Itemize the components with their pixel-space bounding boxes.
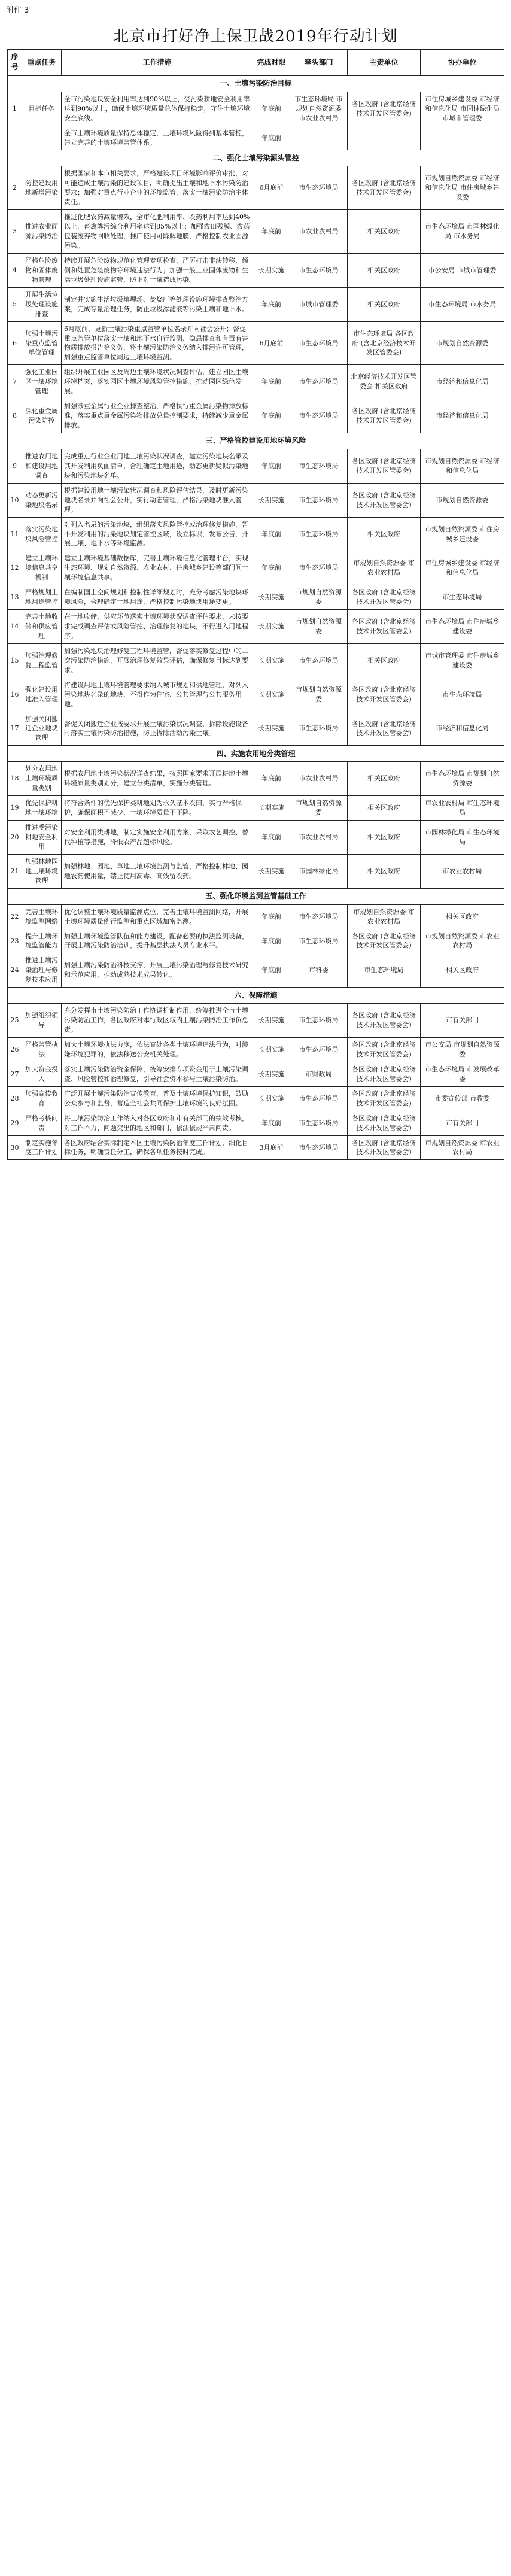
cell-content: 推进化肥农药减量增效，全市化肥利用率、农药利用率达到40%以上，畜禽粪污综合利用率达到85%以上；加强农田残膜、农药包装废弃物回收处理，推广使用可降解地膜，严格控制农业面源污染。 — [62, 210, 253, 254]
cell-assist: 市经济和信息化局 — [421, 399, 504, 433]
cell-content: 加强土壤环境监管队伍和能力建设，配备必要的执法监测设备，开展土壤污染防治培训，提升基层执法人员专业水平。 — [62, 929, 253, 953]
cell-assist: 市有关部门 — [421, 1111, 504, 1135]
cell-no: 7 — [8, 365, 22, 399]
cell-lead: 市生态环境局 — [290, 712, 348, 746]
cell-lead: 市生态环境局 — [290, 166, 348, 210]
table-body — [8, 75, 504, 1160]
cell-time: 长期实施 — [253, 610, 290, 644]
section-header-row — [8, 75, 504, 92]
cell-no: 30 — [8, 1135, 22, 1160]
cell-assist: 市生态环境局 市发展改革委 — [421, 1062, 504, 1086]
cell-time: 6月底前 — [253, 321, 290, 365]
cell-task: 严格监管执法 — [22, 1038, 62, 1062]
cell-assist: 市规划自然资源委 市农业农村局 — [421, 1135, 504, 1160]
cell-lead: 市生态环境局 — [290, 1086, 348, 1111]
cell-lead: 市规划自然资源委 — [290, 610, 348, 644]
cell-main: 各区政府 (含北京经济技术开发区管委会) — [348, 92, 421, 126]
section-title: 六、保障措施 — [8, 988, 504, 1004]
header-content: 工作措施 — [62, 50, 253, 76]
cell-lead: 市规划自然资源委 — [290, 585, 348, 610]
cell-no: 26 — [8, 1038, 22, 1062]
cell-time: 长期实施 — [253, 483, 290, 517]
cell-no: 9 — [8, 449, 22, 483]
cell-assist: 市园林绿化局 市生态环境局 — [421, 821, 504, 855]
table-row — [8, 904, 504, 929]
cell-assist: 市生态环境局 市园林绿化局 市水务局 — [421, 210, 504, 254]
cell-assist: 市生态环境局 — [421, 585, 504, 610]
cell-lead: 市财政局 — [290, 1062, 348, 1086]
cell-assist: 市生态环境局 市规划自然资源委 — [421, 762, 504, 796]
cell-time: 年底前 — [253, 953, 290, 988]
cell-assist: 市规划自然资源委 — [421, 483, 504, 517]
table-row — [8, 551, 504, 585]
cell-main: 市生态环境局 各区政府 (含北京经济技术开发区管委会) — [348, 321, 421, 365]
table-row — [8, 92, 504, 126]
table-row — [8, 517, 504, 551]
cell-lead: 市生态环境局 — [290, 551, 348, 585]
cell-content: 建立土壤环境基础数据库，完善土壤环境信息化管理平台，实现生态环境、规划自然资源、农业农村、住房城乡建设等部门间土壤环境信息共享。 — [62, 551, 253, 585]
table-row — [8, 1135, 504, 1160]
table-row — [8, 585, 504, 610]
cell-time: 年底前 — [253, 126, 290, 150]
section-header-row — [8, 433, 504, 449]
cell-main: 相关区政府 — [348, 854, 421, 888]
cell-content: 加强林地、园地、草地土壤环境监测与监管，严格控制林地、园地农药使用量，禁止使用高毒、高残留农药。 — [62, 854, 253, 888]
cell-main: 各区政府 (含北京经济技术开发区管委会) — [348, 449, 421, 483]
cell-no: 24 — [8, 953, 22, 988]
cell-main: 各区政府 (含北京经济技术开发区管委会) — [348, 929, 421, 953]
cell-no: 2 — [8, 166, 22, 210]
cell-lead: 市规划自然资源委 — [290, 678, 348, 712]
cell-content: 组织开展工业园区及周边土壤环境状况调查评估，建立园区土壤环境档案，落实园区土壤环境风险管控措施，推动园区绿色发展。 — [62, 365, 253, 399]
cell-assist: 市住房城乡建设委 市经济和信息化局 市园林绿化局 市城市管理委 — [421, 92, 504, 126]
table-row — [8, 365, 504, 399]
cell-main: 相关区政府 — [348, 210, 421, 254]
cell-time: 长期实施 — [253, 678, 290, 712]
cell-main: 市规划自然资源委 市农业农村局 — [348, 551, 421, 585]
cell-no: 20 — [8, 821, 22, 855]
cell-no: 3 — [8, 210, 22, 254]
cell-time: 长期实施 — [253, 796, 290, 821]
cell-no: 4 — [8, 253, 22, 287]
cell-task: 开展生活垃圾处理设施排查 — [22, 287, 62, 321]
cell-no: 27 — [8, 1062, 22, 1086]
header-no: 序号 — [8, 50, 22, 76]
cell-main: 各区政府 (含北京经济技术开发区管委会) — [348, 610, 421, 644]
cell-lead: 市生态环境局 — [290, 253, 348, 287]
cell-content: 在编制国土空间规划和控制性详细规划时，充分考虑污染地块环境风险，合理确定土地用途，严格控制污染地块用途变更。 — [62, 585, 253, 610]
section-header-row — [8, 746, 504, 762]
header-task: 重点任务 — [22, 50, 62, 76]
cell-no: 18 — [8, 762, 22, 796]
cell-no: 19 — [8, 796, 22, 821]
cell-task: 防控建设用地新增污染 — [22, 166, 62, 210]
table-row — [8, 929, 504, 953]
table-row — [8, 796, 504, 821]
cell-no: 5 — [8, 287, 22, 321]
cell-time: 年底前 — [253, 287, 290, 321]
section-title: 五、强化环境监测监管基础工作 — [8, 888, 504, 904]
cell-main: 相关区政府 — [348, 821, 421, 855]
cell-assist: 市公安局 市城市管理委 — [421, 253, 504, 287]
cell-main: 相关区政府 — [348, 643, 421, 678]
cell-lead: 市生态环境局 — [290, 1135, 348, 1160]
cell-content: 6月底前，更新土壤污染重点监管单位名录并向社会公开；督促重点监管单位落实土壤和地下水自行监测、隐患排查和有毒有害物质排放报告等义务，将土壤污染防治义务纳入排污许可管理，加强重点监管单位周边土壤环境监测。 — [62, 321, 253, 365]
cell-task: 强化工业园区土壤环境管理 — [22, 365, 62, 399]
cell-content: 根据国家和本市相关要求，严格建设项目环境影响评价审批，对可能造成土壤污染的建设项目，明确提出土壤和地下水污染防治要求；加强对重点行业企业的环境监管，落实土壤污染防治主体责任。 — [62, 166, 253, 210]
cell-lead: 市规划自然资源委 — [290, 796, 348, 821]
section-title: 四、实施农用地分类管理 — [8, 746, 504, 762]
cell-main: 各区政府 (含北京经济技术开发区管委会) — [348, 585, 421, 610]
table-row — [8, 1111, 504, 1135]
cell-task: 深化重金属污染防控 — [22, 399, 62, 433]
table-row — [8, 762, 504, 796]
table-row — [8, 821, 504, 855]
cell-assist: 市生态环境局 市水务局 — [421, 287, 504, 321]
cell-no: 13 — [8, 585, 22, 610]
cell-content: 督促关闭搬迁企业按要求开展土壤污染状况调查，拆除设施设备时落实土壤污染防治措施，防止拆除活动污染土壤。 — [62, 712, 253, 746]
cell-main: 各区政府 (含北京经济技术开发区管委会) — [348, 712, 421, 746]
cell-task: 严格规划土地用途管控 — [22, 585, 62, 610]
cell-task: 严格考核问责 — [22, 1111, 62, 1135]
cell-time: 长期实施 — [253, 585, 290, 610]
cell-assist: 相关区政府 — [421, 904, 504, 929]
cell-assist: 市经济和信息化局 — [421, 712, 504, 746]
cell-time: 年底前 — [253, 904, 290, 929]
cell-assist: 相关区政府 — [421, 953, 504, 988]
cell-time: 长期实施 — [253, 1086, 290, 1111]
cell-time: 长期实施 — [253, 253, 290, 287]
section-title: 一、土壤污染防治目标 — [8, 75, 504, 92]
cell-time: 年底前 — [253, 92, 290, 126]
table-header-row — [8, 50, 504, 76]
cell-content: 广泛开展土壤污染防治宣传教育，普及土壤环境保护知识，鼓励公众参与和监督，营造全社会共同保护土壤环境的良好氛围。 — [62, 1086, 253, 1111]
cell-no — [8, 126, 22, 150]
cell-lead: 市城市管理委 — [290, 287, 348, 321]
cell-lead: 市生态环境局 — [290, 1038, 348, 1062]
table-row — [8, 1086, 504, 1111]
cell-lead: 市生态环境局 — [290, 449, 348, 483]
cell-main: 各区政府 (含北京经济技术开发区管委会) — [348, 1111, 421, 1135]
cell-content: 加强土壤污染防治科技支撑，开展土壤污染治理与修复技术研究和示范应用，推动成熟技术成果转化。 — [62, 953, 253, 988]
cell-no: 15 — [8, 643, 22, 678]
cell-main: 市生态环境局 — [348, 953, 421, 988]
cell-lead: 市生态环境局 — [290, 904, 348, 929]
cell-task: 优先保护耕地土壤环境 — [22, 796, 62, 821]
cell-main: 相关区政府 — [348, 287, 421, 321]
cell-content: 落实土壤污染防治资金保障，统筹安排专项资金用于土壤污染调查、风险管控和治理修复，引导社会资本参与土壤污染防治。 — [62, 1062, 253, 1086]
cell-task: 建立土壤环境信息共享机制 — [22, 551, 62, 585]
cell-lead: 市园林绿化局 — [290, 854, 348, 888]
cell-content: 在土地收储、供应环节落实土壤环境状况调查评估要求，未按要求完成调查评估或风险管控、治理修复的地块，不得进入用地程序。 — [62, 610, 253, 644]
table-row — [8, 483, 504, 517]
header-assist: 协办单位 — [421, 50, 504, 76]
cell-no: 8 — [8, 399, 22, 433]
cell-task: 提升土壤环境监管能力 — [22, 929, 62, 953]
cell-lead: 市生态环境局 — [290, 643, 348, 678]
cell-main: 相关区政府 — [348, 762, 421, 796]
cell-content: 加强涉重金属行业企业排查整治，严格执行重金属污染物排放标准，落实重点重金属污染物排放总量控制要求，持续减少重金属排放。 — [62, 399, 253, 433]
cell-lead: 市生态环境局 — [290, 483, 348, 517]
header-time: 完成时限 — [253, 50, 290, 76]
cell-no: 10 — [8, 483, 22, 517]
cell-content: 将建设用地土壤环境管理要求纳入城市规划和供地管理，对列入污染地块名录的地块，不得作为住宅、公共管理与公共服务用地。 — [62, 678, 253, 712]
cell-task: 加强治理修复工程监管 — [22, 643, 62, 678]
cell-no: 22 — [8, 904, 22, 929]
cell-time: 长期实施 — [253, 712, 290, 746]
table-row — [8, 643, 504, 678]
action-plan-table — [7, 49, 504, 1160]
cell-time: 年底前 — [253, 929, 290, 953]
cell-content: 根据农用地土壤污染状况详查结果，按照国家要求开展耕地土壤环境质量类别划分，建立分类清单，实施分类管理。 — [62, 762, 253, 796]
cell-task: 制定实施年度工作计划 — [22, 1135, 62, 1160]
cell-time: 年底前 — [253, 449, 290, 483]
cell-main: 各区政府 (含北京经济技术开发区管委会) — [348, 166, 421, 210]
table-row — [8, 610, 504, 644]
table-row — [8, 712, 504, 746]
cell-task: 落实污染地块风险管控 — [22, 517, 62, 551]
cell-time: 长期实施 — [253, 1038, 290, 1062]
table-row — [8, 126, 504, 150]
cell-main: 各区政府 (含北京经济技术开发区管委会) — [348, 1038, 421, 1062]
document-title: 北京市打好净土保卫战2019年行动计划 — [113, 28, 398, 45]
section-title: 二、强化土壤污染源头管控 — [8, 150, 504, 166]
cell-content: 加大土壤环境执法力度，依法查处各类土壤环境违法行为，对涉嫌环境犯罪的，依法移送公安机关处理。 — [62, 1038, 253, 1062]
cell-main: 各区政府 (含北京经济技术开发区管委会) — [348, 483, 421, 517]
table-row — [8, 678, 504, 712]
cell-no: 21 — [8, 854, 22, 888]
cell-main — [348, 126, 421, 150]
cell-assist: 市公安局 市规划自然资源委 — [421, 1038, 504, 1062]
cell-assist: 市规划自然资源委 市住房城乡建设委 — [421, 517, 504, 551]
cell-time: 年底前 — [253, 517, 290, 551]
cell-assist: 市农业农村局 — [421, 854, 504, 888]
cell-assist: 市生态环境局 — [421, 678, 504, 712]
cell-content: 将土壤污染防治工作纳入对各区政府和市有关部门的绩效考核，对工作不力、问题突出的地区和部门，依法依规严肃问责。 — [62, 1111, 253, 1135]
cell-content: 优化调整土壤环境质量监测点位，完善土壤环境监测网络，开展土壤环境质量例行监测和重点区域加密监测。 — [62, 904, 253, 929]
cell-time: 年底前 — [253, 1111, 290, 1135]
cell-no: 14 — [8, 610, 22, 644]
cell-time: 年底前 — [253, 821, 290, 855]
cell-task: 推进农业面源污染防治 — [22, 210, 62, 254]
header-lead: 牵头部门 — [290, 50, 348, 76]
cell-assist: 市规划自然资源委 市农业农村局 — [421, 929, 504, 953]
cell-time: 6月底前 — [253, 166, 290, 210]
cell-no: 16 — [8, 678, 22, 712]
cell-no: 23 — [8, 929, 22, 953]
cell-lead: 市农业农村局 — [290, 762, 348, 796]
cell-assist: 市委宣传部 市教委 — [421, 1086, 504, 1111]
cell-time: 长期实施 — [253, 643, 290, 678]
table-row — [8, 210, 504, 254]
cell-time: 3月底前 — [253, 1135, 290, 1160]
cell-task: 加强组织领导 — [22, 1004, 62, 1038]
cell-time: 长期实施 — [253, 1004, 290, 1038]
cell-main: 相关区政府 — [348, 517, 421, 551]
table-row — [8, 287, 504, 321]
cell-content: 全市污染地块安全利用率达到90%以上，受污染耕地安全利用率达到90%以上，确保土壤环境质量总体保持稳定，守住土壤环境安全底线。 — [62, 92, 253, 126]
cell-time: 年底前 — [253, 365, 290, 399]
table-row — [8, 953, 504, 988]
cell-lead: 市生态环境局 — [290, 321, 348, 365]
cell-no: 11 — [8, 517, 22, 551]
cell-lead: 市农业农村局 — [290, 821, 348, 855]
cell-main: 各区政府 (含北京经济技术开发区管委会) — [348, 678, 421, 712]
cell-time: 年底前 — [253, 762, 290, 796]
cell-no: 28 — [8, 1086, 22, 1111]
cell-time: 长期实施 — [253, 1062, 290, 1086]
cell-content: 各区政府结合实际制定本区土壤污染防治年度工作计划，细化目标任务，明确责任分工，确保各项任务按时完成。 — [62, 1135, 253, 1160]
cell-task: 加强关闭搬迁企业地块管理 — [22, 712, 62, 746]
cell-task: 加强林地园地土壤环境管理 — [22, 854, 62, 888]
cell-content: 对列入名录的污染地块，组织落实风险管控或治理修复措施，暂不开发利用的污染地块划定管控区域，设立标识，发布公告，开展土壤、地下水等环境监测。 — [62, 517, 253, 551]
table-row — [8, 253, 504, 287]
cell-no: 12 — [8, 551, 22, 585]
cell-no: 1 — [8, 92, 22, 126]
cell-assist: 市城市管理委 市住房城乡建设委 — [421, 643, 504, 678]
cell-lead — [290, 126, 348, 150]
table-row — [8, 1062, 504, 1086]
cell-task: 加强土壤污染重点监管单位管理 — [22, 321, 62, 365]
cell-assist — [421, 126, 504, 150]
cell-assist: 市农业农村局 市生态环境局 — [421, 796, 504, 821]
cell-assist: 市规划自然资源委 市经济和信息化局 市住房城乡建设委 — [421, 166, 504, 210]
cell-assist: 市生态环境局 市住房城乡建设委 — [421, 610, 504, 644]
attachment-label: 附件 3 — [6, 6, 29, 15]
cell-lead: 市生态环境局 市规划自然资源委 市农业农村局 — [290, 92, 348, 126]
cell-no: 29 — [8, 1111, 22, 1135]
cell-task — [22, 126, 62, 150]
cell-task: 完善土地收储和供应管理 — [22, 610, 62, 644]
cell-no: 6 — [8, 321, 22, 365]
header-main: 主责单位 — [348, 50, 421, 76]
cell-lead: 市生态环境局 — [290, 1004, 348, 1038]
cell-main: 各区政府 (含北京经济技术开发区管委会) — [348, 1135, 421, 1160]
cell-main: 相关区政府 — [348, 796, 421, 821]
cell-no: 17 — [8, 712, 22, 746]
table-row — [8, 321, 504, 365]
cell-task: 动态更新污染地块名录 — [22, 483, 62, 517]
cell-main: 北京经济技术开发区管委会 相关区政府 — [348, 365, 421, 399]
table-row — [8, 399, 504, 433]
cell-time: 年底前 — [253, 399, 290, 433]
cell-content: 将符合条件的优先保护类耕地划为永久基本农田，实行严格保护，确保面积不减少、土壤环境质量不下降。 — [62, 796, 253, 821]
cell-task: 推进土壤污染治理与修复技术应用 — [22, 953, 62, 988]
cell-content: 全市土壤环境质量保持总体稳定，土壤环境风险得到基本管控，建立完善的土壤环境监管体系。 — [62, 126, 253, 150]
cell-main: 各区政府 (含北京经济技术开发区管委会) — [348, 1086, 421, 1111]
section-header-row — [8, 888, 504, 904]
table-row — [8, 1004, 504, 1038]
cell-assist: 市规划自然资源委 市经济和信息化局 — [421, 449, 504, 483]
cell-main: 各区政府 (含北京经济技术开发区管委会) — [348, 1004, 421, 1038]
cell-lead: 市农业农村局 — [290, 210, 348, 254]
cell-task: 加大资金投入 — [22, 1062, 62, 1086]
table-row — [8, 854, 504, 888]
cell-main: 各区政府 (含北京经济技术开发区管委会) — [348, 399, 421, 433]
cell-task: 推进受污染耕地安全利用 — [22, 821, 62, 855]
cell-lead: 市生态环境局 — [290, 1111, 348, 1135]
cell-time: 年底前 — [253, 551, 290, 585]
cell-assist: 市经济和信息化局 — [421, 365, 504, 399]
table-row — [8, 1038, 504, 1062]
cell-task: 推进农用地和建设用地调查 — [22, 449, 62, 483]
cell-lead: 市生态环境局 — [290, 399, 348, 433]
cell-assist: 市有关部门 — [421, 1004, 504, 1038]
cell-lead: 市生态环境局 — [290, 517, 348, 551]
table-row — [8, 449, 504, 483]
section-header-row — [8, 150, 504, 166]
cell-assist: 市规划自然资源委 — [421, 321, 504, 365]
cell-lead: 市科委 — [290, 953, 348, 988]
cell-main: 市规划自然资源委 市农业农村局 — [348, 904, 421, 929]
cell-lead: 市生态环境局 — [290, 365, 348, 399]
cell-content: 根据建设用地土壤污染状况调查和风险评估结果，及时更新污染地块名录并向社会公开，实行动态管理，严格污染地块准入管理。 — [62, 483, 253, 517]
cell-content: 充分发挥市土壤污染防治工作协调机制作用，统筹推进全市土壤污染防治工作，各区政府对本行政区域内土壤污染防治工作负总责。 — [62, 1004, 253, 1038]
section-header-row — [8, 988, 504, 1004]
cell-task: 目标任务 — [22, 92, 62, 126]
cell-task: 强化建设用地准入管理 — [22, 678, 62, 712]
cell-time: 年底前 — [253, 210, 290, 254]
cell-content: 对安全利用类耕地，制定实施安全利用方案，采取农艺调控、替代种植等措施，降低农产品超标风险。 — [62, 821, 253, 855]
table-row — [8, 166, 504, 210]
cell-main: 各区政府 (含北京经济技术开发区管委会) — [348, 1062, 421, 1086]
cell-assist: 市住房城乡建设委 市经济和信息化局 — [421, 551, 504, 585]
cell-content: 制定并实施生活垃圾填埋场、焚烧厂等处理设施环境排查整治方案，完成存量治理任务，防止垃圾渗滤液等污染土壤和地下水。 — [62, 287, 253, 321]
cell-content: 完成重点行业企业用地土壤污染状况调查，建立污染地块名录及其开发利用负面清单，合理确定土地用途，动态更新疑似污染地块和污染地块名单。 — [62, 449, 253, 483]
cell-no: 25 — [8, 1004, 22, 1038]
cell-task: 完善土壤环境监测网络 — [22, 904, 62, 929]
cell-main: 相关区政府 — [348, 253, 421, 287]
cell-content: 持续开展危险废物规范化管理专项检查，严厉打击非法转移、倾倒和处置危险废物等环境违法行为；加强一般工业固体废物和生活垃圾处理设施监管，防止对土壤造成污染。 — [62, 253, 253, 287]
cell-task: 划分农用地土壤环境质量类别 — [22, 762, 62, 796]
cell-task: 加强宣传教育 — [22, 1086, 62, 1111]
cell-lead: 市生态环境局 — [290, 929, 348, 953]
section-title: 三、严格管控建设用地环境风险 — [8, 433, 504, 449]
cell-task: 严格危险废物和固体废物管理 — [22, 253, 62, 287]
cell-content: 加强污染地块治理修复工程环境监管，督促落实修复过程中的二次污染防治措施，开展治理修复效果评估，确保修复目标达到要求。 — [62, 643, 253, 678]
cell-time: 长期实施 — [253, 854, 290, 888]
